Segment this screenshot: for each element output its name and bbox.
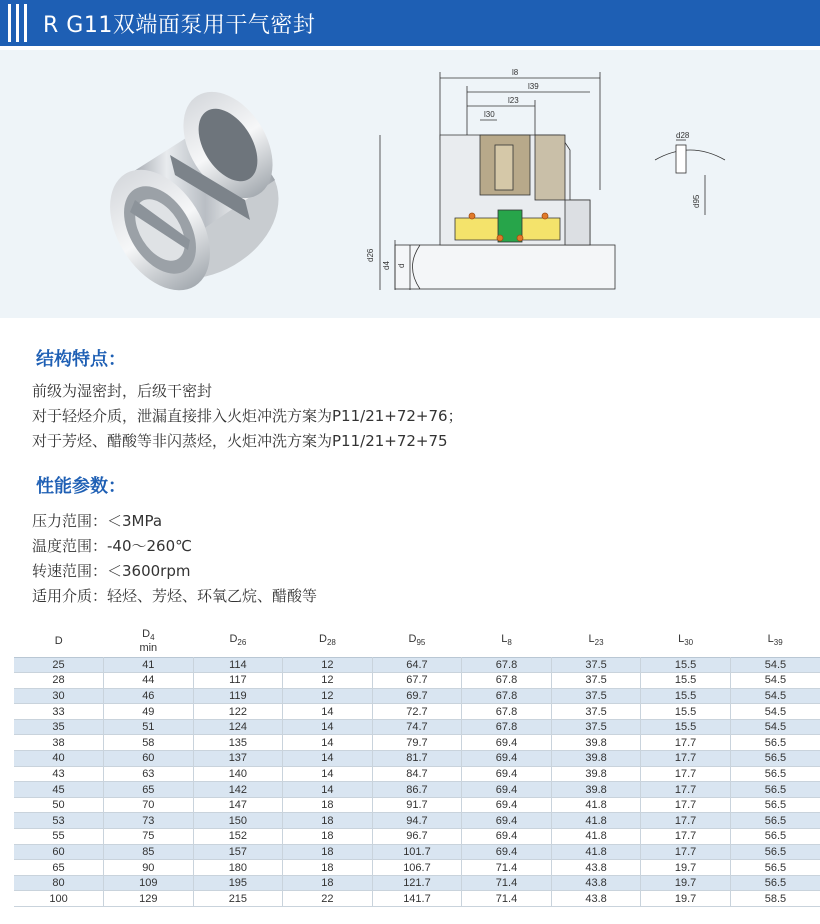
table-cell: 60 xyxy=(14,844,104,860)
table-cell: 17.7 xyxy=(641,735,731,751)
table-cell: 43.8 xyxy=(551,891,641,907)
table-row xyxy=(14,860,820,876)
header-main: L xyxy=(588,632,595,645)
table-cell: 69.7 xyxy=(372,688,462,704)
table-header-row xyxy=(14,625,820,657)
table-header-cell xyxy=(104,625,194,657)
table-cell: 33 xyxy=(14,704,104,720)
table-cell: 12 xyxy=(283,673,373,689)
structure-line-1: 前级为湿密封，后级干密封 xyxy=(32,382,213,400)
table-cell: 41.8 xyxy=(551,844,641,860)
svg-text:l8: l8 xyxy=(512,68,519,77)
table-cell: 18 xyxy=(283,813,373,829)
header-subscript: 4 xyxy=(150,632,155,642)
table-cell: 15.5 xyxy=(641,704,731,720)
structure-line-2: 对于轻烃介质，泄漏直接排入火炬冲洗方案为P11/21+72+76； xyxy=(32,407,463,425)
header-main: D xyxy=(318,632,327,645)
table-cell: 41.8 xyxy=(551,813,641,829)
table-cell: 67.8 xyxy=(462,673,552,689)
table-cell: 58.5 xyxy=(730,891,820,907)
table-cell: 157 xyxy=(193,844,283,860)
product-figure xyxy=(0,50,820,318)
svg-text:l30: l30 xyxy=(484,110,495,119)
table-cell: 14 xyxy=(283,704,373,720)
table-cell: 70 xyxy=(104,797,194,813)
table-header-cell xyxy=(372,625,462,657)
table-cell: 81.7 xyxy=(372,751,462,767)
table-cell: 19.7 xyxy=(641,875,731,891)
table-cell: 18 xyxy=(283,797,373,813)
table-cell: 56.5 xyxy=(730,860,820,876)
table-header-cell xyxy=(730,625,820,657)
table-row xyxy=(14,844,820,860)
table-cell: 28 xyxy=(14,673,104,689)
table-cell: 14 xyxy=(283,766,373,782)
header-subscript: 39 xyxy=(773,637,783,647)
table-row xyxy=(14,735,820,751)
table-cell: 152 xyxy=(193,829,283,845)
table-cell: 84.7 xyxy=(372,766,462,782)
table-cell: 65 xyxy=(14,860,104,876)
table-cell: 17.7 xyxy=(641,813,731,829)
table-cell: 65 xyxy=(104,782,194,798)
table-cell: 54.5 xyxy=(730,688,820,704)
table-cell: 19.7 xyxy=(641,860,731,876)
structure-heading: 结构特点： xyxy=(36,349,126,370)
table-cell: 67.8 xyxy=(462,719,552,735)
table-cell: 150 xyxy=(193,813,283,829)
seal-photo xyxy=(89,76,301,309)
header-stripes xyxy=(8,4,27,42)
table-cell: 72.7 xyxy=(372,704,462,720)
table-cell: 37.5 xyxy=(551,688,641,704)
header-main: L xyxy=(767,632,774,645)
table-cell: 19.7 xyxy=(641,891,731,907)
table-cell: 142 xyxy=(193,782,283,798)
table-cell: 58 xyxy=(104,735,194,751)
page-header xyxy=(0,0,820,46)
table-header-cell xyxy=(14,625,104,657)
svg-text:d4: d4 xyxy=(382,261,391,270)
table-cell: 56.5 xyxy=(730,782,820,798)
table-cell: 38 xyxy=(14,735,104,751)
table-cell: 67.8 xyxy=(462,657,552,673)
table-cell: 74.7 xyxy=(372,719,462,735)
table-row xyxy=(14,657,820,673)
table-cell: 39.8 xyxy=(551,751,641,767)
table-cell: 53 xyxy=(14,813,104,829)
table-cell: 124 xyxy=(193,719,283,735)
table-cell: 18 xyxy=(283,860,373,876)
header-main: D xyxy=(142,627,151,640)
table-cell: 37.5 xyxy=(551,673,641,689)
table-cell: 25 xyxy=(14,657,104,673)
table-cell: 37.5 xyxy=(551,657,641,673)
header-main: L xyxy=(501,632,508,645)
table-cell: 63 xyxy=(104,766,194,782)
table-cell: 54.5 xyxy=(730,719,820,735)
table-cell: 141.7 xyxy=(372,891,462,907)
table-cell: 56.5 xyxy=(730,829,820,845)
svg-text:d26: d26 xyxy=(366,248,375,262)
table-cell: 56.5 xyxy=(730,797,820,813)
table-cell: 50 xyxy=(14,797,104,813)
performance-line-4: 适用介质：轻烃、芳烃、环氧乙烷、醋酸等 xyxy=(32,587,318,605)
table-cell: 67.8 xyxy=(462,704,552,720)
table-cell: 101.7 xyxy=(372,844,462,860)
header-subscript: 30 xyxy=(684,637,694,647)
table-cell: 12 xyxy=(283,657,373,673)
table-cell: 100 xyxy=(14,891,104,907)
table-cell: 56.5 xyxy=(730,844,820,860)
table-cell: 119 xyxy=(193,688,283,704)
table-cell: 69.4 xyxy=(462,829,552,845)
table-cell: 71.4 xyxy=(462,891,552,907)
table-cell: 67.7 xyxy=(372,673,462,689)
table-cell: 15.5 xyxy=(641,688,731,704)
table-cell: 69.4 xyxy=(462,813,552,829)
table-row xyxy=(14,797,820,813)
table-cell: 37.5 xyxy=(551,719,641,735)
table-cell: 69.4 xyxy=(462,844,552,860)
table-cell: 17.7 xyxy=(641,751,731,767)
table-cell: 69.4 xyxy=(462,766,552,782)
table-cell: 40 xyxy=(14,751,104,767)
performance-line-3: 转速范围：＜3600rpm xyxy=(32,562,191,580)
table-body xyxy=(14,657,820,907)
table-cell: 45 xyxy=(14,782,104,798)
table-cell: 41 xyxy=(104,657,194,673)
table-row xyxy=(14,688,820,704)
table-cell: 14 xyxy=(283,782,373,798)
table-cell: 12 xyxy=(283,688,373,704)
table-cell: 94.7 xyxy=(372,813,462,829)
header-extra: min xyxy=(139,641,158,654)
table-cell: 121.7 xyxy=(372,875,462,891)
header-main: D xyxy=(229,632,238,645)
table-cell: 17.7 xyxy=(641,829,731,845)
table-cell: 86.7 xyxy=(372,782,462,798)
table-cell: 64.7 xyxy=(372,657,462,673)
table-cell: 43.8 xyxy=(551,875,641,891)
table-cell: 79.7 xyxy=(372,735,462,751)
table-cell: 41.8 xyxy=(551,797,641,813)
table-cell: 137 xyxy=(193,751,283,767)
table-header-cell xyxy=(641,625,731,657)
svg-text:d95: d95 xyxy=(692,194,701,208)
performance-line-2: 温度范围：-40～260℃ xyxy=(32,537,192,555)
table-cell: 71.4 xyxy=(462,875,552,891)
table-cell: 51 xyxy=(104,719,194,735)
table-cell: 15.5 xyxy=(641,657,731,673)
table-cell: 22 xyxy=(283,891,373,907)
table-header-cell xyxy=(462,625,552,657)
header-main: L xyxy=(678,632,685,645)
table-cell: 18 xyxy=(283,875,373,891)
table-cell: 56.5 xyxy=(730,813,820,829)
table-cell: 135 xyxy=(193,735,283,751)
table-cell: 67.8 xyxy=(462,688,552,704)
svg-text:l23: l23 xyxy=(508,96,519,105)
table-cell: 147 xyxy=(193,797,283,813)
table-row xyxy=(14,829,820,845)
table-cell: 91.7 xyxy=(372,797,462,813)
structure-line-3: 对于芳烃、醋酸等非闪蒸烃，火炬冲洗方案为P11/21+72+75 xyxy=(32,432,448,450)
table-cell: 46 xyxy=(104,688,194,704)
table-cell: 54.5 xyxy=(730,657,820,673)
table-cell: 18 xyxy=(283,829,373,845)
table-cell: 54.5 xyxy=(730,704,820,720)
table-row xyxy=(14,782,820,798)
table-cell: 122 xyxy=(193,704,283,720)
table-row xyxy=(14,766,820,782)
table-cell: 69.4 xyxy=(462,797,552,813)
table-cell: 69.4 xyxy=(462,782,552,798)
table-cell: 43 xyxy=(14,766,104,782)
table-cell: 56.5 xyxy=(730,875,820,891)
table-cell: 56.5 xyxy=(730,766,820,782)
dimension-table xyxy=(14,625,820,907)
cross-section-drawing xyxy=(366,68,725,290)
header-subscript: 26 xyxy=(237,637,247,647)
table-cell: 14 xyxy=(283,719,373,735)
table-cell: 39.8 xyxy=(551,782,641,798)
header-subscript: 95 xyxy=(416,637,426,647)
table-cell: 30 xyxy=(14,688,104,704)
table-cell: 180 xyxy=(193,860,283,876)
table-cell: 114 xyxy=(193,657,283,673)
table-cell: 96.7 xyxy=(372,829,462,845)
table-cell: 69.4 xyxy=(462,751,552,767)
table-cell: 44 xyxy=(104,673,194,689)
performance-heading: 性能参数： xyxy=(36,476,126,497)
table-cell: 14 xyxy=(283,751,373,767)
table-cell: 17.7 xyxy=(641,797,731,813)
table-row xyxy=(14,751,820,767)
table-cell: 43.8 xyxy=(551,860,641,876)
table-row xyxy=(14,673,820,689)
table-cell: 80 xyxy=(14,875,104,891)
page-title: R G11双端面泵用干气密封 xyxy=(43,13,316,38)
table-cell: 106.7 xyxy=(372,860,462,876)
table-cell: 18 xyxy=(283,844,373,860)
table-cell: 129 xyxy=(104,891,194,907)
table-row xyxy=(14,813,820,829)
product-illustration xyxy=(0,50,820,318)
table-cell: 109 xyxy=(104,875,194,891)
table-cell: 56.5 xyxy=(730,751,820,767)
table-cell: 49 xyxy=(104,704,194,720)
table-cell: 17.7 xyxy=(641,844,731,860)
table-header-cell xyxy=(193,625,283,657)
table-cell: 15.5 xyxy=(641,673,731,689)
header-subscript: 8 xyxy=(507,637,512,647)
table-row xyxy=(14,891,820,907)
table-header-cell xyxy=(283,625,373,657)
table-cell: 56.5 xyxy=(730,735,820,751)
svg-text:d28: d28 xyxy=(676,131,690,140)
table-cell: 17.7 xyxy=(641,782,731,798)
table-cell: 71.4 xyxy=(462,860,552,876)
performance-line-1: 压力范围：＜3MPa xyxy=(32,512,163,530)
table-cell: 73 xyxy=(104,813,194,829)
table-cell: 195 xyxy=(193,875,283,891)
table-cell: 215 xyxy=(193,891,283,907)
table-cell: 39.8 xyxy=(551,766,641,782)
header-subscript: 23 xyxy=(594,637,604,647)
table-cell: 60 xyxy=(104,751,194,767)
table-cell: 37.5 xyxy=(551,704,641,720)
table-cell: 17.7 xyxy=(641,766,731,782)
table-row xyxy=(14,704,820,720)
table-row xyxy=(14,875,820,891)
table-cell: 85 xyxy=(104,844,194,860)
table-row xyxy=(14,719,820,735)
header-main: D xyxy=(408,632,417,645)
svg-text:l39: l39 xyxy=(528,82,539,91)
header-main: D xyxy=(54,634,63,647)
table-cell: 90 xyxy=(104,860,194,876)
table-cell: 55 xyxy=(14,829,104,845)
table-header-cell xyxy=(551,625,641,657)
table-cell: 14 xyxy=(283,735,373,751)
table-cell: 41.8 xyxy=(551,829,641,845)
svg-text:d: d xyxy=(397,263,406,268)
table-cell: 75 xyxy=(104,829,194,845)
table-cell: 39.8 xyxy=(551,735,641,751)
table-cell: 69.4 xyxy=(462,735,552,751)
table-cell: 35 xyxy=(14,719,104,735)
table-cell: 15.5 xyxy=(641,719,731,735)
table-cell: 117 xyxy=(193,673,283,689)
table-cell: 54.5 xyxy=(730,673,820,689)
header-subscript: 28 xyxy=(326,637,336,647)
table-cell: 140 xyxy=(193,766,283,782)
